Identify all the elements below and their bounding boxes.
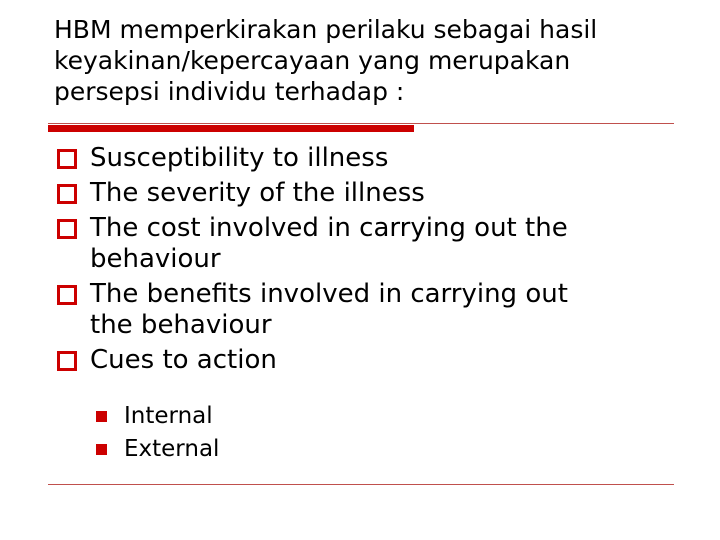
- title-line-1: HBM memperkirakan perilaku sebagai hasil: [54, 15, 598, 44]
- footer-divider: [48, 484, 674, 485]
- bullet-text-line-1: The cost involved in carrying out the: [90, 213, 568, 243]
- title-divider-accent: [48, 125, 414, 132]
- sub-bullet-list: [95, 402, 219, 468]
- bullet-item-cost: [54, 213, 674, 275]
- bullet-item-severity: [54, 178, 674, 209]
- bullet-list: [54, 143, 674, 380]
- sub-bullet-text: Internal: [124, 403, 213, 429]
- sub-bullet-internal: [95, 402, 219, 430]
- sub-bullet-external: [95, 435, 219, 463]
- bullet-text-line-2: the behaviour: [90, 310, 272, 340]
- slide-title: [54, 14, 694, 107]
- bullet-text: Cues to action: [90, 345, 277, 375]
- hollow-square-icon: [57, 184, 77, 204]
- hollow-square-icon: [57, 149, 77, 169]
- hollow-square-icon: [57, 285, 77, 305]
- filled-square-icon: [96, 411, 107, 422]
- bullet-item-susceptibility: [54, 143, 674, 174]
- hollow-square-icon: [57, 351, 77, 371]
- title-line-3: persepsi individu terhadap :: [54, 77, 405, 106]
- bullet-text: The severity of the illness: [90, 178, 425, 208]
- title-divider-thin: [48, 123, 674, 124]
- title-line-2: keyakinan/kepercayaan yang merupakan: [54, 46, 571, 75]
- bullet-text-line-2: behaviour: [90, 244, 221, 274]
- bullet-text: Susceptibility to illness: [90, 143, 389, 173]
- bullet-text-line-1: The benefits involved in carrying out: [90, 279, 568, 309]
- bullet-item-cues: [54, 345, 674, 376]
- sub-bullet-text: External: [124, 436, 220, 462]
- filled-square-icon: [96, 444, 107, 455]
- bullet-item-benefits: [54, 279, 674, 341]
- hollow-square-icon: [57, 219, 77, 239]
